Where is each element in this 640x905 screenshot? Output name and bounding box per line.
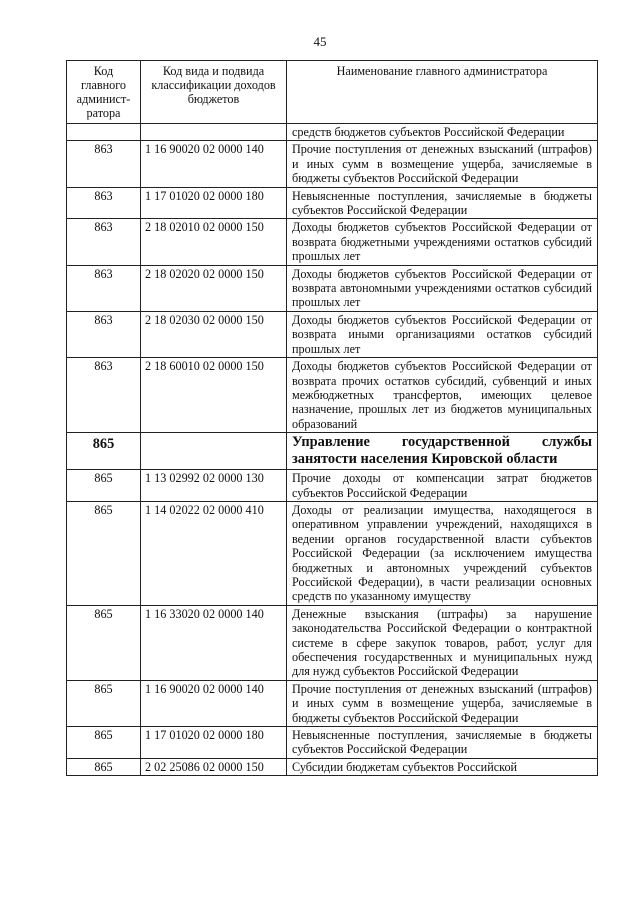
revenue-code-cell: 1 16 33020 02 0000 140 (141, 605, 287, 680)
table-row (67, 501, 598, 605)
revenue-code-cell: 1 17 01020 02 0000 180 (141, 187, 287, 219)
revenue-code-cell: 1 13 02992 02 0000 130 (141, 470, 287, 502)
revenue-code-cell: 2 18 02030 02 0000 150 (141, 311, 287, 357)
revenue-code-cell (141, 124, 287, 141)
table-row (67, 187, 598, 219)
table-row (67, 141, 598, 187)
revenue-code-cell: 2 18 60010 02 0000 150 (141, 358, 287, 433)
revenue-name-cell: Невыясненные поступления, зачисляемые в бюджеты субъектов Российской Федерации (287, 187, 598, 219)
revenue-code-cell: 1 16 90020 02 0000 140 (141, 680, 287, 726)
table-row (67, 265, 598, 311)
revenue-administrators-table (66, 60, 598, 776)
admin-code-cell: 865 (67, 605, 141, 680)
admin-code-cell: 863 (67, 187, 141, 219)
revenue-name-cell: средств бюджетов субъектов Российской Федерации (287, 124, 598, 141)
table-row (67, 727, 598, 759)
table-row (67, 358, 598, 433)
admin-code-cell: 863 (67, 141, 141, 187)
table-row (67, 311, 598, 357)
header-revenue-code: Код вида и подвида классификации доходов бюджетов (141, 61, 287, 124)
table-header-row (67, 61, 598, 124)
table-row (67, 758, 598, 775)
revenue-code-cell: 2 18 02010 02 0000 150 (141, 219, 287, 265)
revenue-name-cell: Денежные взыскания (штрафы) за нарушение законодательства Российской Федерации о контрактной системе в сфере закупок товаров, работ, услуг для обеспечения государственных и муниципальных нужд для нужд субъектов Российской Федерации (287, 605, 598, 680)
admin-code-cell (67, 124, 141, 141)
revenue-name-cell: Прочие доходы от компенсации затрат бюджетов субъектов Российской Федерации (287, 470, 598, 502)
admin-code-cell: 865 (67, 470, 141, 502)
revenue-code-cell: 2 02 25086 02 0000 150 (141, 758, 287, 775)
header-admin-name: Наименование главного администратора (287, 61, 598, 124)
revenue-name-cell: Управление государственной службы занятости населения Кировской области (287, 433, 598, 470)
revenue-code-cell: 1 17 01020 02 0000 180 (141, 727, 287, 759)
admin-code-cell: 863 (67, 265, 141, 311)
admin-code-cell: 863 (67, 311, 141, 357)
table-body (67, 124, 598, 776)
page-number: 45 (313, 34, 327, 49)
table-row (67, 605, 598, 680)
revenue-name-cell: Доходы бюджетов субъектов Российской Федерации от возврата прочих остатков субсидий, субвенций и иных межбюджетных трансфертов, имеющих целевое назначение, прошлых лет из бюджетов муниципальных образований (287, 358, 598, 433)
revenue-name-cell: Прочие поступления от денежных взысканий (штрафов) и иных сумм в возмещение ущерба, зачисляемые в бюджеты субъектов Российской Федерации (287, 141, 598, 187)
admin-code-cell: 865 (67, 758, 141, 775)
revenue-name-cell: Доходы бюджетов субъектов Российской Федерации от возврата иными организациями остатков субсидий прошлых лет (287, 311, 598, 357)
header-admin-code: Код главного админист-ратора (67, 61, 141, 124)
admin-code-cell: 863 (67, 358, 141, 433)
revenue-name-cell: Доходы бюджетов субъектов Российской Федерации от возврата автономными учреждениями остатков субсидий прошлых лет (287, 265, 598, 311)
table-row (67, 124, 598, 141)
revenue-name-cell: Субсидии бюджетам субъектов Российской (287, 758, 598, 775)
revenue-name-cell: Доходы бюджетов субъектов Российской Федерации от возврата бюджетными учреждениями остатков субсидий прошлых лет (287, 219, 598, 265)
revenue-code-cell (141, 433, 287, 470)
revenue-code-cell: 2 18 02020 02 0000 150 (141, 265, 287, 311)
table-row (67, 680, 598, 726)
revenue-code-cell: 1 14 02022 02 0000 410 (141, 501, 287, 605)
table-row (67, 219, 598, 265)
revenue-name-cell: Доходы от реализации имущества, находящегося в оперативном управлении учреждений, находящихся в ведении органов государственной власти субъектов Российской Федерации (за исключением имущества бюджетных и автономных учреждений субъектов Российской Федерации), в части реализации основных средств по указанному имуществу (287, 501, 598, 605)
table-row (67, 470, 598, 502)
revenue-code-cell: 1 16 90020 02 0000 140 (141, 141, 287, 187)
admin-code-cell: 865 (67, 727, 141, 759)
revenue-name-cell: Прочие поступления от денежных взысканий (штрафов) и иных сумм в возмещение ущерба, зачисляемые в бюджеты субъектов Российской Федерации (287, 680, 598, 726)
admin-heading-row (67, 433, 598, 470)
revenue-name-cell: Невыясненные поступления, зачисляемые в бюджеты субъектов Российской Федерации (287, 727, 598, 759)
admin-code-cell: 865 (67, 680, 141, 726)
admin-code-cell: 863 (67, 219, 141, 265)
admin-code-cell: 865 (67, 433, 141, 470)
admin-code-cell: 865 (67, 501, 141, 605)
